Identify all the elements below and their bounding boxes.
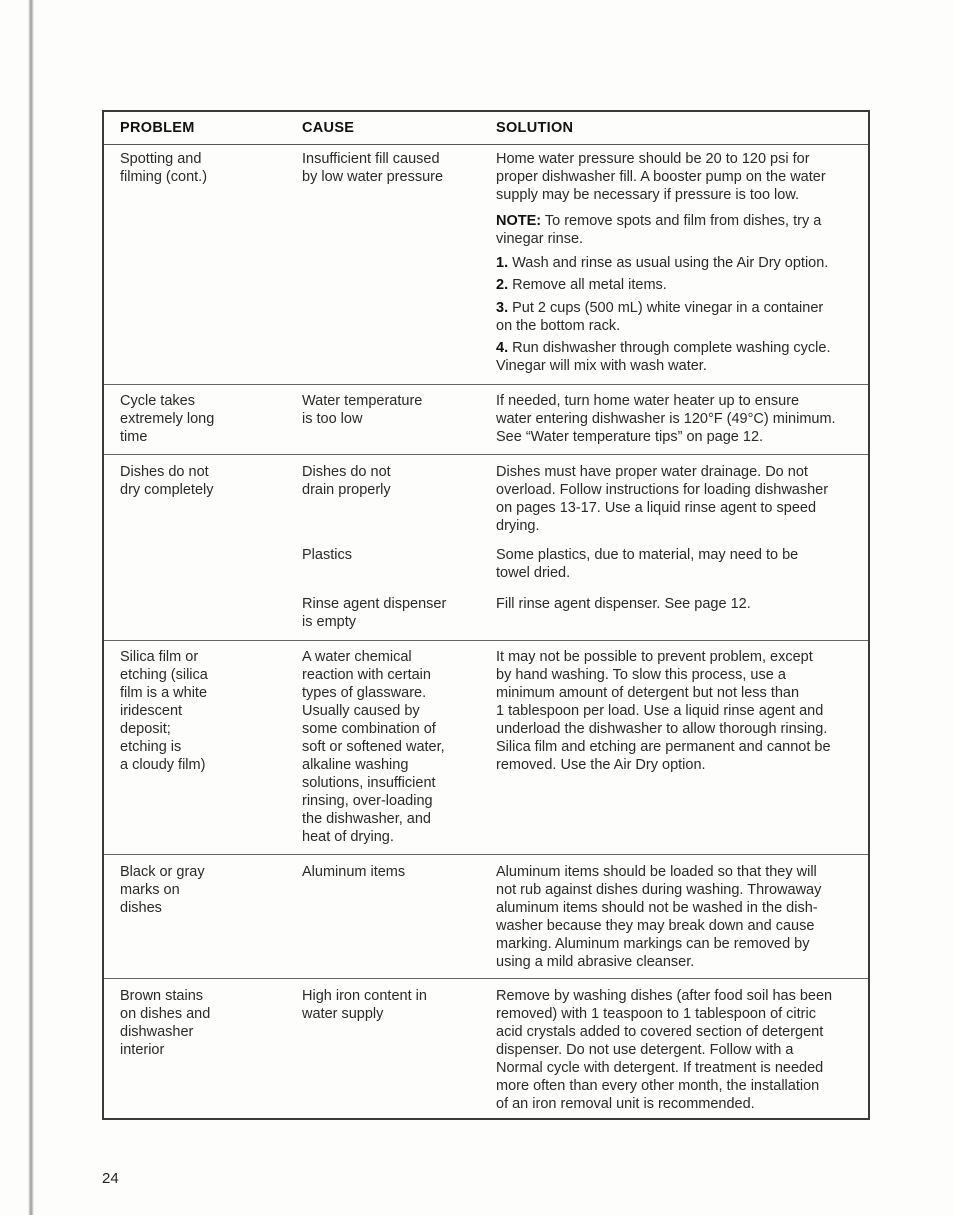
table-row-brown-stains	[104, 978, 868, 1118]
cause-cell: Rinse agent dispenser is empty	[302, 596, 447, 630]
solution-cell: Some plastics, due to material, may need to be towel dried.	[496, 547, 799, 581]
header-solution: SOLUTION	[496, 120, 574, 136]
solution-cell: Fill rinse agent dispenser. See page 12.	[496, 596, 751, 612]
problem-cell: Black or gray marks on dishes	[120, 864, 205, 916]
step-number: 3.	[496, 300, 509, 316]
cause-cell: High iron content in water supply	[302, 988, 427, 1022]
table-row-spotting	[104, 144, 868, 385]
table-header-row	[104, 112, 868, 145]
step-number: 4.	[496, 340, 509, 356]
cause-cell: A water chemical reaction with certain types of glassware. Usually caused by some combination of soft or softened water, alkaline washing solutions, insufficient rinsing, over-loading the dishwasher, and heat of drying.	[302, 649, 445, 845]
step-text: Wash and rinse as usual using the Air Dry option.	[508, 255, 829, 271]
step-3	[496, 299, 864, 335]
step-4	[496, 339, 864, 375]
header-cause: CAUSE	[302, 120, 355, 136]
note-text: To remove spots and film from dishes, try a vinegar rinse.	[496, 213, 822, 247]
problem-cell: Spotting and filming (cont.)	[120, 151, 208, 185]
cause-cell: Aluminum items	[302, 864, 406, 880]
scan-edge	[0, 0, 38, 1215]
solution-cell: Aluminum items should be loaded so that they will not rub against dishes during washing. Throwaway aluminum items should not be washed in the dish- washer because they may break down and cause marking. Aluminum markings can be removed by using a mild abrasive cleanser.	[496, 864, 822, 970]
step-2	[496, 276, 864, 294]
solution-cell: Remove by washing dishes (after food soil has been removed) with 1 teaspoon to 1 tablespoon of citric acid crystals added to covered section of detergent dispenser. Do not use detergent. Follow with a Normal cycle with detergent. If treatment is needed more often than every other month, the installation of an iron removal unit is recommended.	[496, 988, 833, 1112]
cause-cell: Plastics	[302, 547, 352, 563]
note-block	[496, 212, 864, 248]
problem-cell: Brown stains on dishes and dishwasher interior	[120, 988, 211, 1058]
table-row-marks	[104, 854, 868, 979]
table-row-silica	[104, 640, 868, 855]
step-text: Run dishwasher through complete washing cycle. Vinegar will mix with wash water.	[496, 340, 831, 374]
cause-cell: Water temperature is too low	[302, 393, 423, 427]
problem-cell: Dishes do not dry completely	[120, 464, 214, 498]
step-number: 2.	[496, 277, 509, 293]
page-number: 24	[102, 1170, 119, 1187]
troubleshooting-table	[102, 110, 870, 1120]
step-text: Put 2 cups (500 mL) white vinegar in a container on the bottom rack.	[496, 300, 824, 334]
note-label: NOTE:	[496, 213, 542, 229]
solution-cell: It may not be possible to prevent problem, except by hand washing. To slow this process, use a minimum amount of detergent but not less than 1 tablespoon per load. Use a liquid rinse agent and underload the dishwasher to allow thorough rinsing. Silica film and etching are permanent and cannot be removed. Use the Air Dry option.	[496, 649, 831, 773]
solution-cell: If needed, turn home water heater up to ensure water entering dishwasher is 120°F (49°C) minimum. See “Water temperature tips” on page 12.	[496, 393, 836, 445]
problem-cell: Silica film or etching (silica film is a white iridescent deposit; etching is a cloudy film)	[120, 649, 208, 773]
solution-cell: Home water pressure should be 20 to 120 psi for proper dishwasher fill. A booster pump on the water supply may be necessary if pressure is too low.	[496, 151, 826, 203]
cause-cell: Insufficient fill caused by low water pressure	[302, 151, 444, 185]
solution-cell: Dishes must have proper water drainage. Do not overload. Follow instructions for loading dishwasher on pages 13-17. Use a liquid rinse agent to speed drying.	[496, 464, 829, 534]
step-number: 1.	[496, 255, 509, 271]
table-row-cycle-time	[104, 384, 868, 455]
step-1	[496, 254, 864, 272]
table-row-drying	[104, 454, 868, 641]
step-text: Remove all metal items.	[508, 277, 667, 293]
header-problem: PROBLEM	[120, 120, 195, 136]
problem-cell: Cycle takes extremely long time	[120, 393, 215, 445]
cause-cell: Dishes do not drain properly	[302, 464, 391, 498]
